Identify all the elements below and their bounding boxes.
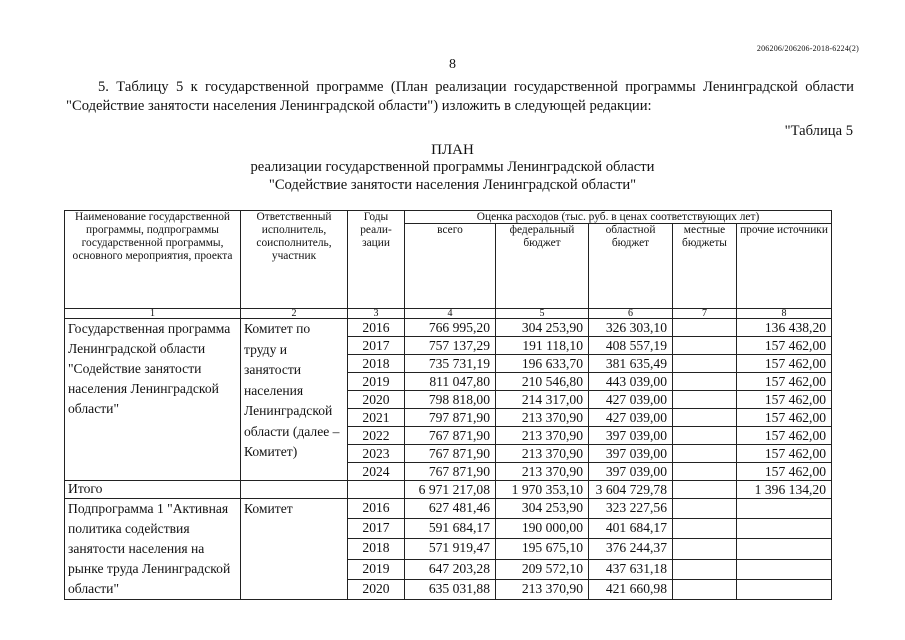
column-number: 7: [673, 309, 737, 319]
regional-cell: 397 039,00: [589, 427, 673, 445]
local-cell: [673, 373, 737, 391]
year-cell: 2020: [348, 391, 405, 409]
item-name: Государственная программа Ленинградской области "Содействие занятости населения Ленинградской области": [65, 319, 241, 481]
local-cell: [673, 427, 737, 445]
table-row: [65, 319, 832, 337]
total-cell: 767 871,90: [405, 445, 496, 463]
column-number: 1: [65, 309, 241, 319]
other-cell: 157 462,00: [737, 427, 832, 445]
regional-cell: 397 039,00: [589, 445, 673, 463]
page-number: 8: [449, 57, 456, 72]
local-cell: [673, 337, 737, 355]
header-other: прочие источники: [737, 224, 832, 309]
subprogram-section: [65, 499, 832, 600]
total-cell: 635 031,88: [405, 579, 496, 599]
year-cell: 2017: [348, 337, 405, 355]
total-federal: 1 970 353,10: [496, 481, 589, 499]
document-id: 206206/206206-2018-6224(2): [756, 44, 859, 53]
regional-cell: 376 244,37: [589, 539, 673, 559]
header-name: Наименование государственной программы, подпрограммы государственной программы, основного мероприятия, проекта: [65, 211, 241, 309]
other-cell: 157 462,00: [737, 391, 832, 409]
plan-table: [64, 210, 832, 600]
other-cell: [737, 559, 832, 579]
total-cell: 766 995,20: [405, 319, 496, 337]
year-cell: 2019: [348, 373, 405, 391]
other-cell: 157 462,00: [737, 355, 832, 373]
item-name: Подпрограмма 1 "Активная политика содействия занятости населения на рынке труда Ленинградской области": [65, 499, 241, 600]
total-cell: 767 871,90: [405, 427, 496, 445]
header-local: местные бюджеты: [673, 224, 737, 309]
total-sum: 6 971 217,08: [405, 481, 496, 499]
total-row: [65, 481, 832, 499]
plan-subtitle-1: реализации государственной программы Ленинградской области: [250, 159, 655, 175]
year-cell: 2016: [348, 319, 405, 337]
total-cell: 757 137,29: [405, 337, 496, 355]
federal-cell: 213 370,90: [496, 445, 589, 463]
plan-title: ПЛАН: [431, 142, 474, 158]
other-cell: [737, 539, 832, 559]
total-cell: 797 871,90: [405, 409, 496, 427]
regional-cell: 326 303,10: [589, 319, 673, 337]
year-cell: 2023: [348, 445, 405, 463]
regional-cell: 421 660,98: [589, 579, 673, 599]
year-cell: 2024: [348, 463, 405, 481]
other-cell: [737, 579, 832, 599]
regional-cell: 427 039,00: [589, 391, 673, 409]
total-cell: 647 203,28: [405, 559, 496, 579]
regional-cell: 397 039,00: [589, 463, 673, 481]
federal-cell: 214 317,00: [496, 391, 589, 409]
local-cell: [673, 559, 737, 579]
local-cell: [673, 391, 737, 409]
federal-cell: 209 572,10: [496, 559, 589, 579]
local-cell: [673, 445, 737, 463]
total-regional: 3 604 729,78: [589, 481, 673, 499]
local-cell: [673, 519, 737, 539]
federal-cell: 304 253,90: [496, 319, 589, 337]
column-numbers-row: [65, 309, 832, 319]
total-local: [673, 481, 737, 499]
other-cell: 157 462,00: [737, 409, 832, 427]
federal-cell: 304 253,90: [496, 499, 589, 519]
header-years: Годы реали-зации: [348, 211, 405, 309]
year-cell: 2021: [348, 409, 405, 427]
header-federal: федеральный бюджет: [496, 224, 589, 309]
header-total: всего: [405, 224, 496, 309]
local-cell: [673, 409, 737, 427]
year-cell: 2022: [348, 427, 405, 445]
regional-cell: 443 039,00: [589, 373, 673, 391]
regional-cell: 323 227,56: [589, 499, 673, 519]
other-cell: 157 462,00: [737, 337, 832, 355]
header-responsible: Ответственный исполнитель, соисполнитель, участник: [241, 211, 348, 309]
column-number: 8: [737, 309, 832, 319]
intro-paragraph: 5. Таблицу 5 к государственной программе (План реализации государственной программы Ленинградской области "Содействие занятости населения Ленинградской области") изложить в следующей редакции:: [66, 79, 854, 114]
federal-cell: 195 675,10: [496, 539, 589, 559]
column-number: 2: [241, 309, 348, 319]
plan-subtitle-2: "Содействие занятости населения Ленинградской области": [268, 177, 637, 193]
federal-cell: 213 370,90: [496, 579, 589, 599]
year-cell: 2019: [348, 559, 405, 579]
year-cell: 2018: [348, 355, 405, 373]
local-cell: [673, 463, 737, 481]
regional-cell: 427 039,00: [589, 409, 673, 427]
item-responsible: Комитет: [241, 499, 348, 600]
federal-cell: 213 370,90: [496, 427, 589, 445]
federal-cell: 213 370,90: [496, 409, 589, 427]
program-section: [65, 319, 832, 481]
other-cell: 157 462,00: [737, 463, 832, 481]
year-cell: 2020: [348, 579, 405, 599]
column-number: 5: [496, 309, 589, 319]
year-cell: 2017: [348, 519, 405, 539]
table-cell: [348, 481, 405, 499]
federal-cell: 191 118,10: [496, 337, 589, 355]
header-cost-group: Оценка расходов (тыс. руб. в ценах соответствующих лет): [405, 211, 832, 224]
column-number: 6: [589, 309, 673, 319]
total-label: Итого: [65, 481, 241, 499]
total-cell: 571 919,47: [405, 539, 496, 559]
year-cell: 2016: [348, 499, 405, 519]
other-cell: [737, 519, 832, 539]
federal-cell: 213 370,90: [496, 463, 589, 481]
local-cell: [673, 539, 737, 559]
total-cell: 767 871,90: [405, 463, 496, 481]
local-cell: [673, 319, 737, 337]
total-cell: 798 818,00: [405, 391, 496, 409]
total-cell: 735 731,19: [405, 355, 496, 373]
column-number: 4: [405, 309, 496, 319]
item-responsible: Комитет по труду и занятости населения Ленинградской области (далее – Комитет): [241, 319, 348, 481]
column-number: 3: [348, 309, 405, 319]
regional-cell: 401 684,17: [589, 519, 673, 539]
total-other: 1 396 134,20: [737, 481, 832, 499]
local-cell: [673, 499, 737, 519]
local-cell: [673, 579, 737, 599]
total-cell: 591 684,17: [405, 519, 496, 539]
header-regional: областной бюджет: [589, 224, 673, 309]
table-cell: [241, 481, 348, 499]
other-cell: 157 462,00: [737, 373, 832, 391]
table-reference: "Таблица 5: [784, 123, 853, 139]
total-cell: 811 047,80: [405, 373, 496, 391]
federal-cell: 196 633,70: [496, 355, 589, 373]
table-row: [65, 499, 832, 519]
total-section: [65, 481, 832, 499]
regional-cell: 408 557,19: [589, 337, 673, 355]
other-cell: 136 438,20: [737, 319, 832, 337]
other-cell: [737, 499, 832, 519]
federal-cell: 210 546,80: [496, 373, 589, 391]
local-cell: [673, 355, 737, 373]
other-cell: 157 462,00: [737, 445, 832, 463]
regional-cell: 381 635,49: [589, 355, 673, 373]
year-cell: 2018: [348, 539, 405, 559]
federal-cell: 190 000,00: [496, 519, 589, 539]
regional-cell: 437 631,18: [589, 559, 673, 579]
total-cell: 627 481,46: [405, 499, 496, 519]
